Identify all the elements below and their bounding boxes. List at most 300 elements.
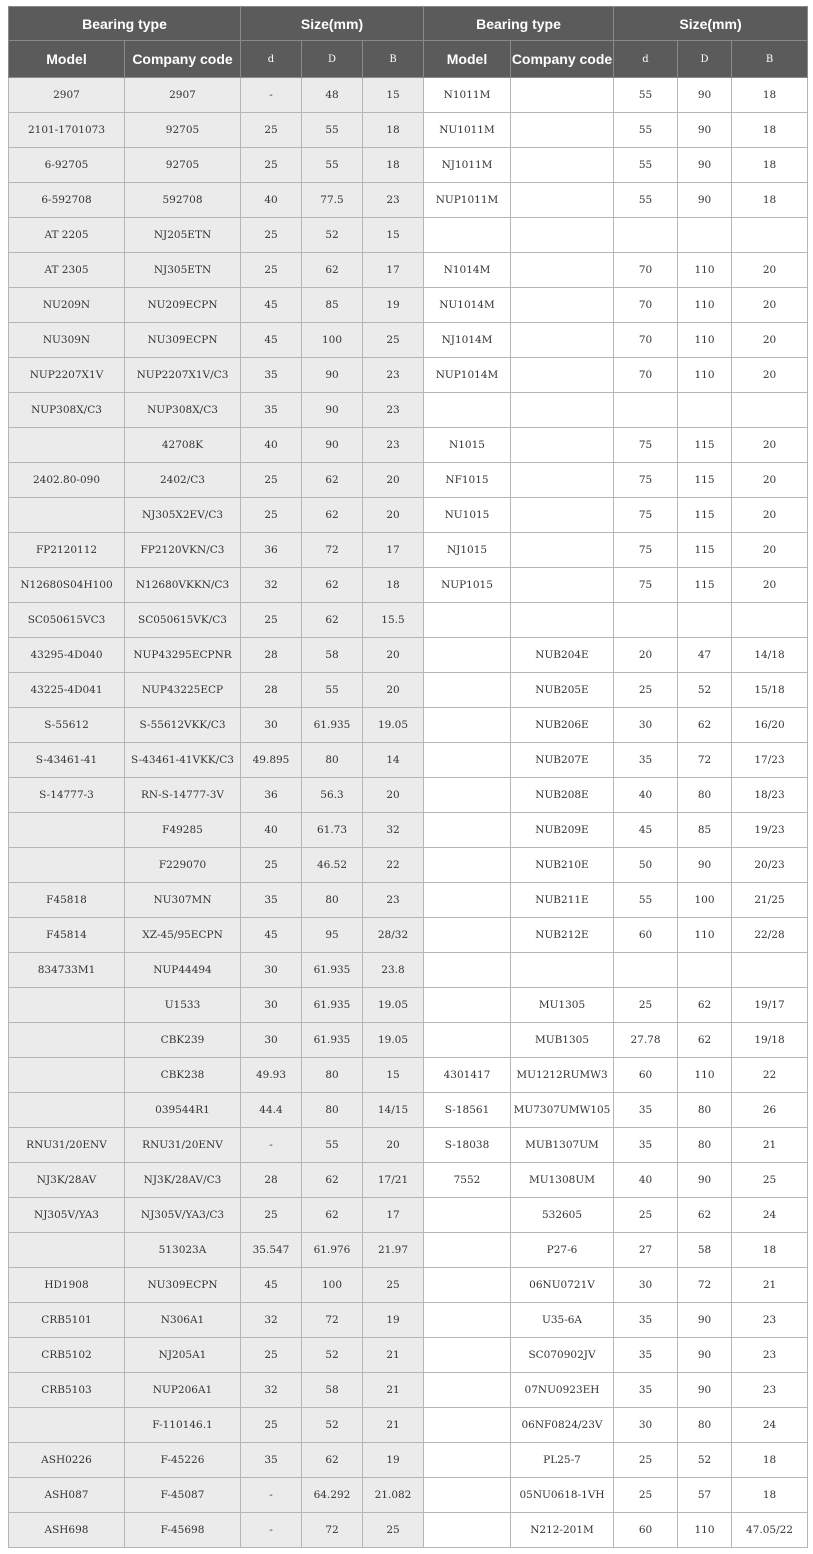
b-cell-right: 47.05/22 bbox=[732, 1513, 808, 1548]
company-code-cell-right bbox=[511, 358, 614, 393]
b-cell-left: 17/21 bbox=[363, 1163, 424, 1198]
b-cell-right: 18/23 bbox=[732, 778, 808, 813]
company-code-cell-right: NUB211E bbox=[511, 883, 614, 918]
table-row bbox=[9, 323, 808, 358]
outer-d-cell-left: 80 bbox=[302, 1093, 363, 1128]
table-row bbox=[9, 288, 808, 323]
outer-d-cell-left: 62 bbox=[302, 603, 363, 638]
model-cell-right bbox=[424, 813, 511, 848]
d-cell-left: 35 bbox=[241, 1443, 302, 1478]
d-cell-right: 70 bbox=[614, 358, 678, 393]
company-code-cell-right: N212-201M bbox=[511, 1513, 614, 1548]
company-code-cell-right bbox=[511, 183, 614, 218]
company-code-cell-right bbox=[511, 253, 614, 288]
outer-d-cell-right: 90 bbox=[678, 78, 732, 113]
outer-d-cell-right: 110 bbox=[678, 253, 732, 288]
table-row bbox=[9, 78, 808, 113]
outer-d-cell-right: 72 bbox=[678, 743, 732, 778]
b-cell-right: 18 bbox=[732, 78, 808, 113]
b-cell-left: 19.05 bbox=[363, 1023, 424, 1058]
b-cell-right: 22/28 bbox=[732, 918, 808, 953]
d-cell-right: 27 bbox=[614, 1233, 678, 1268]
b-cell-left: 23.8 bbox=[363, 953, 424, 988]
model-cell-left: ASH0226 bbox=[9, 1443, 125, 1478]
model-cell-left: ASH698 bbox=[9, 1513, 125, 1548]
company-code-cell-right: MU7307UMW105 bbox=[511, 1093, 614, 1128]
b-cell-left: 15 bbox=[363, 1058, 424, 1093]
b-header-left: B bbox=[363, 41, 424, 78]
outer-d-cell-right: 90 bbox=[678, 1163, 732, 1198]
company-code-cell-right bbox=[511, 428, 614, 463]
outer-d-cell-right bbox=[678, 953, 732, 988]
outer-d-cell-right: 110 bbox=[678, 1513, 732, 1548]
d-cell-right: 20 bbox=[614, 638, 678, 673]
b-cell-right: 20 bbox=[732, 253, 808, 288]
model-cell-right bbox=[424, 1023, 511, 1058]
outer-d-cell-left: 61.935 bbox=[302, 1023, 363, 1058]
company-code-cell-right bbox=[511, 323, 614, 358]
table-row bbox=[9, 463, 808, 498]
outer-d-cell-left: 62 bbox=[302, 253, 363, 288]
model-cell-left: NU309N bbox=[9, 323, 125, 358]
d-cell-left: 30 bbox=[241, 988, 302, 1023]
company-code-cell-right bbox=[511, 498, 614, 533]
b-cell-left: 21 bbox=[363, 1338, 424, 1373]
outer-d-cell-left: 85 bbox=[302, 288, 363, 323]
company-code-cell-right: NUB212E bbox=[511, 918, 614, 953]
d-cell-left: 35 bbox=[241, 883, 302, 918]
company-code-cell-left: NJ205ETN bbox=[125, 218, 241, 253]
model-cell-left: RNU31/20ENV bbox=[9, 1128, 125, 1163]
model-cell-right bbox=[424, 218, 511, 253]
outer-d-cell-left: 62 bbox=[302, 1443, 363, 1478]
model-cell-right bbox=[424, 1233, 511, 1268]
b-cell-right: 20/23 bbox=[732, 848, 808, 883]
d-cell-left: 36 bbox=[241, 778, 302, 813]
d-cell-left: 30 bbox=[241, 953, 302, 988]
b-cell-left: 17 bbox=[363, 253, 424, 288]
model-cell-left bbox=[9, 498, 125, 533]
d-cell-right: 35 bbox=[614, 743, 678, 778]
table-row bbox=[9, 1513, 808, 1548]
outer-d-cell-right: 62 bbox=[678, 1023, 732, 1058]
outer-d-cell-right: 110 bbox=[678, 1058, 732, 1093]
company-code-cell-left: FP2120VKN/C3 bbox=[125, 533, 241, 568]
model-cell-left bbox=[9, 1058, 125, 1093]
model-cell-right: NJ1011M bbox=[424, 148, 511, 183]
outer-d-cell-left: 90 bbox=[302, 358, 363, 393]
d-cell-left: 32 bbox=[241, 1373, 302, 1408]
company-code-cell-left: 42708K bbox=[125, 428, 241, 463]
outer-d-cell-left: 48 bbox=[302, 78, 363, 113]
d-cell-left: 25 bbox=[241, 148, 302, 183]
table-row bbox=[9, 988, 808, 1023]
model-cell-left: 2402.80-090 bbox=[9, 463, 125, 498]
d-cell-right: 70 bbox=[614, 288, 678, 323]
table-row bbox=[9, 1163, 808, 1198]
company-code-cell-right bbox=[511, 568, 614, 603]
d-cell-right: 27.78 bbox=[614, 1023, 678, 1058]
outer-d-cell-right: 115 bbox=[678, 428, 732, 463]
outer-d-cell-right: 110 bbox=[678, 288, 732, 323]
company-code-cell-right: SC070902JV bbox=[511, 1338, 614, 1373]
model-cell-right: NUP1011M bbox=[424, 183, 511, 218]
model-cell-right bbox=[424, 638, 511, 673]
model-cell-right bbox=[424, 603, 511, 638]
model-cell-left: NUP308X/C3 bbox=[9, 393, 125, 428]
b-cell-left: 17 bbox=[363, 533, 424, 568]
table-row bbox=[9, 813, 808, 848]
d-cell-right: 60 bbox=[614, 1513, 678, 1548]
table-row bbox=[9, 253, 808, 288]
company-code-cell-left: NUP308X/C3 bbox=[125, 393, 241, 428]
outer-d-cell-left: 62 bbox=[302, 463, 363, 498]
d-cell-right: 55 bbox=[614, 183, 678, 218]
b-cell-left: 20 bbox=[363, 1128, 424, 1163]
b-cell-left: 28/32 bbox=[363, 918, 424, 953]
d-cell-right: 60 bbox=[614, 1058, 678, 1093]
d-cell-left: 35.547 bbox=[241, 1233, 302, 1268]
b-cell-right: 14/18 bbox=[732, 638, 808, 673]
outer-d-cell-right: 85 bbox=[678, 813, 732, 848]
table-row bbox=[9, 183, 808, 218]
b-cell-left: 21.97 bbox=[363, 1233, 424, 1268]
outer-d-cell-right: 62 bbox=[678, 988, 732, 1023]
b-cell-right: 16/20 bbox=[732, 708, 808, 743]
b-cell-left: 18 bbox=[363, 148, 424, 183]
model-cell-right bbox=[424, 1198, 511, 1233]
d-cell-left: 45 bbox=[241, 323, 302, 358]
b-cell-left: 14/15 bbox=[363, 1093, 424, 1128]
b-cell-right: 20 bbox=[732, 463, 808, 498]
outer-d-cell-right: 90 bbox=[678, 183, 732, 218]
outer-d-cell-right: 115 bbox=[678, 568, 732, 603]
b-cell-right: 19/18 bbox=[732, 1023, 808, 1058]
table-row bbox=[9, 498, 808, 533]
table-row bbox=[9, 533, 808, 568]
b-cell-right: 18 bbox=[732, 183, 808, 218]
model-cell-left bbox=[9, 1233, 125, 1268]
model-cell-right bbox=[424, 673, 511, 708]
model-cell-right: NUP1015 bbox=[424, 568, 511, 603]
model-cell-left: NJ3K/28AV bbox=[9, 1163, 125, 1198]
b-cell-right: 18 bbox=[732, 148, 808, 183]
b-cell-left: 20 bbox=[363, 638, 424, 673]
outer-d-cell-right bbox=[678, 603, 732, 638]
d-cell-left: 25 bbox=[241, 463, 302, 498]
d-cell-right: 70 bbox=[614, 323, 678, 358]
d-cell-left: - bbox=[241, 1478, 302, 1513]
company-code-cell-right bbox=[511, 533, 614, 568]
outer-d-cell-right: 90 bbox=[678, 848, 732, 883]
model-header-left: Model bbox=[9, 41, 125, 78]
outer-d-cell-left: 62 bbox=[302, 498, 363, 533]
d-cell-left: 30 bbox=[241, 708, 302, 743]
outer-d-cell-right: 115 bbox=[678, 533, 732, 568]
outer-d-cell-left: 90 bbox=[302, 428, 363, 463]
model-cell-right bbox=[424, 1338, 511, 1373]
d-cell-left: 28 bbox=[241, 1163, 302, 1198]
company-code-cell-left: 2907 bbox=[125, 78, 241, 113]
b-cell-left: 18 bbox=[363, 113, 424, 148]
outer-d-cell-right: 57 bbox=[678, 1478, 732, 1513]
d-cell-left: 45 bbox=[241, 918, 302, 953]
d-cell-right: 25 bbox=[614, 988, 678, 1023]
d-cell-left: 25 bbox=[241, 498, 302, 533]
model-cell-left: N12680S04H100 bbox=[9, 568, 125, 603]
company-code-cell-right: P27-6 bbox=[511, 1233, 614, 1268]
bearing-type-header-left: Bearing type bbox=[9, 7, 241, 41]
model-cell-left: F45818 bbox=[9, 883, 125, 918]
b-cell-right: 24 bbox=[732, 1198, 808, 1233]
table-row bbox=[9, 1198, 808, 1233]
company-code-cell-right: NUB204E bbox=[511, 638, 614, 673]
d-cell-right: 70 bbox=[614, 253, 678, 288]
model-cell-left: AT 2205 bbox=[9, 218, 125, 253]
b-cell-right: 22 bbox=[732, 1058, 808, 1093]
company-code-cell-left: NJ305X2EV/C3 bbox=[125, 498, 241, 533]
company-code-cell-left: RNU31/20ENV bbox=[125, 1128, 241, 1163]
outer-d-cell-left: 80 bbox=[302, 1058, 363, 1093]
model-cell-right bbox=[424, 918, 511, 953]
outer-d-cell-right: 90 bbox=[678, 1303, 732, 1338]
b-cell-right: 23 bbox=[732, 1303, 808, 1338]
b-cell-left: 23 bbox=[363, 883, 424, 918]
company-code-cell-left: NU209ECPN bbox=[125, 288, 241, 323]
size-header-left: Size(mm) bbox=[241, 7, 424, 41]
table-row bbox=[9, 1233, 808, 1268]
outer-d-cell-right: 90 bbox=[678, 1373, 732, 1408]
d-cell-left: 28 bbox=[241, 638, 302, 673]
company-code-cell-right: MU1308UM bbox=[511, 1163, 614, 1198]
company-code-cell-left: N306A1 bbox=[125, 1303, 241, 1338]
d-cell-right: 35 bbox=[614, 1093, 678, 1128]
d-cell-right: 25 bbox=[614, 1198, 678, 1233]
company-code-cell-left: NUP43295ECPNR bbox=[125, 638, 241, 673]
outer-d-cell-left: 62 bbox=[302, 1163, 363, 1198]
d-cell-left: 25 bbox=[241, 218, 302, 253]
b-cell-right: 20 bbox=[732, 533, 808, 568]
b-cell-left: 20 bbox=[363, 673, 424, 708]
b-cell-left: 15.5 bbox=[363, 603, 424, 638]
b-cell-right: 24 bbox=[732, 1408, 808, 1443]
model-cell-left: S-55612 bbox=[9, 708, 125, 743]
company-code-cell-left: F-45698 bbox=[125, 1513, 241, 1548]
outer-d-cell-right: 115 bbox=[678, 498, 732, 533]
model-cell-right: N1015 bbox=[424, 428, 511, 463]
b-cell-right: 25 bbox=[732, 1163, 808, 1198]
outer-d-cell-left: 80 bbox=[302, 743, 363, 778]
outer-d-cell-right: 58 bbox=[678, 1233, 732, 1268]
outer-d-header-right: D bbox=[678, 41, 732, 78]
d-cell-right: 75 bbox=[614, 533, 678, 568]
company-code-cell-left: F49285 bbox=[125, 813, 241, 848]
d-cell-left: 45 bbox=[241, 288, 302, 323]
d-cell-right: 60 bbox=[614, 918, 678, 953]
table-row bbox=[9, 638, 808, 673]
model-cell-left: NU209N bbox=[9, 288, 125, 323]
company-code-cell-left: F-45087 bbox=[125, 1478, 241, 1513]
outer-d-cell-left: 61.935 bbox=[302, 953, 363, 988]
model-cell-left: HD1908 bbox=[9, 1268, 125, 1303]
model-cell-left: 6-592708 bbox=[9, 183, 125, 218]
b-cell-left: 21 bbox=[363, 1373, 424, 1408]
model-cell-left: CRB5101 bbox=[9, 1303, 125, 1338]
model-cell-right bbox=[424, 848, 511, 883]
outer-d-cell-right: 72 bbox=[678, 1268, 732, 1303]
outer-d-cell-left: 55 bbox=[302, 148, 363, 183]
company-code-cell-left: S-55612VKK/C3 bbox=[125, 708, 241, 743]
d-cell-right: 35 bbox=[614, 1303, 678, 1338]
outer-d-cell-right: 52 bbox=[678, 673, 732, 708]
b-cell-right: 20 bbox=[732, 498, 808, 533]
company-code-cell-left: NUP43225ECP bbox=[125, 673, 241, 708]
outer-d-cell-left: 95 bbox=[302, 918, 363, 953]
company-code-cell-left: 92705 bbox=[125, 148, 241, 183]
outer-d-cell-left: 72 bbox=[302, 1303, 363, 1338]
outer-d-cell-right: 80 bbox=[678, 1093, 732, 1128]
model-cell-right: NF1015 bbox=[424, 463, 511, 498]
d-cell-right: 25 bbox=[614, 1443, 678, 1478]
company-code-cell-right bbox=[511, 218, 614, 253]
d-cell-right: 55 bbox=[614, 148, 678, 183]
size-header-right: Size(mm) bbox=[614, 7, 808, 41]
d-cell-left: 40 bbox=[241, 428, 302, 463]
company-code-cell-right: 05NU0618-1VH bbox=[511, 1478, 614, 1513]
d-cell-right: 25 bbox=[614, 1478, 678, 1513]
b-cell-right: 21 bbox=[732, 1128, 808, 1163]
model-cell-right bbox=[424, 988, 511, 1023]
d-cell-left: 25 bbox=[241, 603, 302, 638]
d-cell-right: 40 bbox=[614, 1163, 678, 1198]
outer-d-cell-left: 100 bbox=[302, 1268, 363, 1303]
d-cell-left: 40 bbox=[241, 183, 302, 218]
d-header-right: d bbox=[614, 41, 678, 78]
b-header-right: B bbox=[732, 41, 808, 78]
d-cell-right: 30 bbox=[614, 708, 678, 743]
outer-d-cell-left: 62 bbox=[302, 1198, 363, 1233]
outer-d-cell-right: 110 bbox=[678, 323, 732, 358]
b-cell-left: 19 bbox=[363, 1303, 424, 1338]
b-cell-left: 23 bbox=[363, 393, 424, 428]
b-cell-right: 20 bbox=[732, 568, 808, 603]
d-cell-left: - bbox=[241, 1513, 302, 1548]
model-cell-left: S-43461-41 bbox=[9, 743, 125, 778]
b-cell-right: 23 bbox=[732, 1373, 808, 1408]
outer-d-cell-left: 77.5 bbox=[302, 183, 363, 218]
table-row bbox=[9, 358, 808, 393]
d-cell-left: 28 bbox=[241, 673, 302, 708]
b-cell-right: 18 bbox=[732, 1443, 808, 1478]
d-cell-left: - bbox=[241, 1128, 302, 1163]
model-cell-right bbox=[424, 393, 511, 428]
company-code-cell-left: RN-S-14777-3V bbox=[125, 778, 241, 813]
b-cell-left: 23 bbox=[363, 428, 424, 463]
model-cell-left bbox=[9, 428, 125, 463]
d-cell-right: 45 bbox=[614, 813, 678, 848]
company-code-cell-left: F-45226 bbox=[125, 1443, 241, 1478]
outer-d-cell-left: 52 bbox=[302, 1338, 363, 1373]
outer-d-cell-right: 47 bbox=[678, 638, 732, 673]
company-code-cell-left: 2402/C3 bbox=[125, 463, 241, 498]
model-cell-left: AT 2305 bbox=[9, 253, 125, 288]
b-cell-right: 19/17 bbox=[732, 988, 808, 1023]
b-cell-left: 23 bbox=[363, 358, 424, 393]
model-cell-right bbox=[424, 708, 511, 743]
b-cell-right: 19/23 bbox=[732, 813, 808, 848]
company-code-cell-right: 07NU0923EH bbox=[511, 1373, 614, 1408]
d-cell-left: 44.4 bbox=[241, 1093, 302, 1128]
b-cell-left: 20 bbox=[363, 498, 424, 533]
d-cell-left: 25 bbox=[241, 1408, 302, 1443]
company-code-cell-left: 592708 bbox=[125, 183, 241, 218]
table-row bbox=[9, 1338, 808, 1373]
outer-d-cell-left: 61.935 bbox=[302, 988, 363, 1023]
d-cell-right bbox=[614, 603, 678, 638]
table-row bbox=[9, 673, 808, 708]
b-cell-left: 21.082 bbox=[363, 1478, 424, 1513]
bearing-table bbox=[8, 6, 808, 1548]
outer-d-cell-left: 46.52 bbox=[302, 848, 363, 883]
model-cell-left bbox=[9, 848, 125, 883]
model-cell-right: NU1015 bbox=[424, 498, 511, 533]
outer-d-cell-right: 110 bbox=[678, 918, 732, 953]
company-code-cell-left: NU309ECPN bbox=[125, 323, 241, 358]
model-cell-left: 43225-4D041 bbox=[9, 673, 125, 708]
table-row bbox=[9, 848, 808, 883]
company-code-cell-left: NU309ECPN bbox=[125, 1268, 241, 1303]
b-cell-left: 25 bbox=[363, 1268, 424, 1303]
outer-d-cell-left: 64.292 bbox=[302, 1478, 363, 1513]
model-cell-right: NU1014M bbox=[424, 288, 511, 323]
model-cell-left bbox=[9, 1093, 125, 1128]
b-cell-right bbox=[732, 953, 808, 988]
company-code-cell-left: F229070 bbox=[125, 848, 241, 883]
model-cell-left: NUP2207X1V bbox=[9, 358, 125, 393]
table-row bbox=[9, 778, 808, 813]
d-cell-right: 25 bbox=[614, 673, 678, 708]
d-cell-left: 36 bbox=[241, 533, 302, 568]
b-cell-left: 19.05 bbox=[363, 708, 424, 743]
company-code-cell-right: NUB208E bbox=[511, 778, 614, 813]
model-cell-left: S-14777-3 bbox=[9, 778, 125, 813]
b-cell-left: 19 bbox=[363, 288, 424, 323]
outer-d-cell-right: 115 bbox=[678, 463, 732, 498]
model-cell-right bbox=[424, 1373, 511, 1408]
b-cell-left: 21 bbox=[363, 1408, 424, 1443]
b-cell-left: 32 bbox=[363, 813, 424, 848]
d-cell-left: 49.93 bbox=[241, 1058, 302, 1093]
b-cell-left: 19 bbox=[363, 1443, 424, 1478]
model-cell-left: 834733M1 bbox=[9, 953, 125, 988]
d-cell-left: 25 bbox=[241, 253, 302, 288]
outer-d-header-left: D bbox=[302, 41, 363, 78]
d-cell-right: 55 bbox=[614, 78, 678, 113]
company-code-cell-right: PL25-7 bbox=[511, 1443, 614, 1478]
b-cell-left: 19.05 bbox=[363, 988, 424, 1023]
b-cell-right: 21 bbox=[732, 1268, 808, 1303]
company-code-cell-right: NUB205E bbox=[511, 673, 614, 708]
b-cell-right: 20 bbox=[732, 428, 808, 463]
outer-d-cell-left: 55 bbox=[302, 673, 363, 708]
table-row bbox=[9, 1373, 808, 1408]
b-cell-left: 17 bbox=[363, 1198, 424, 1233]
d-cell-right bbox=[614, 393, 678, 428]
company-code-cell-right: NUB206E bbox=[511, 708, 614, 743]
table-row bbox=[9, 918, 808, 953]
model-cell-left bbox=[9, 1023, 125, 1058]
table-row bbox=[9, 1478, 808, 1513]
